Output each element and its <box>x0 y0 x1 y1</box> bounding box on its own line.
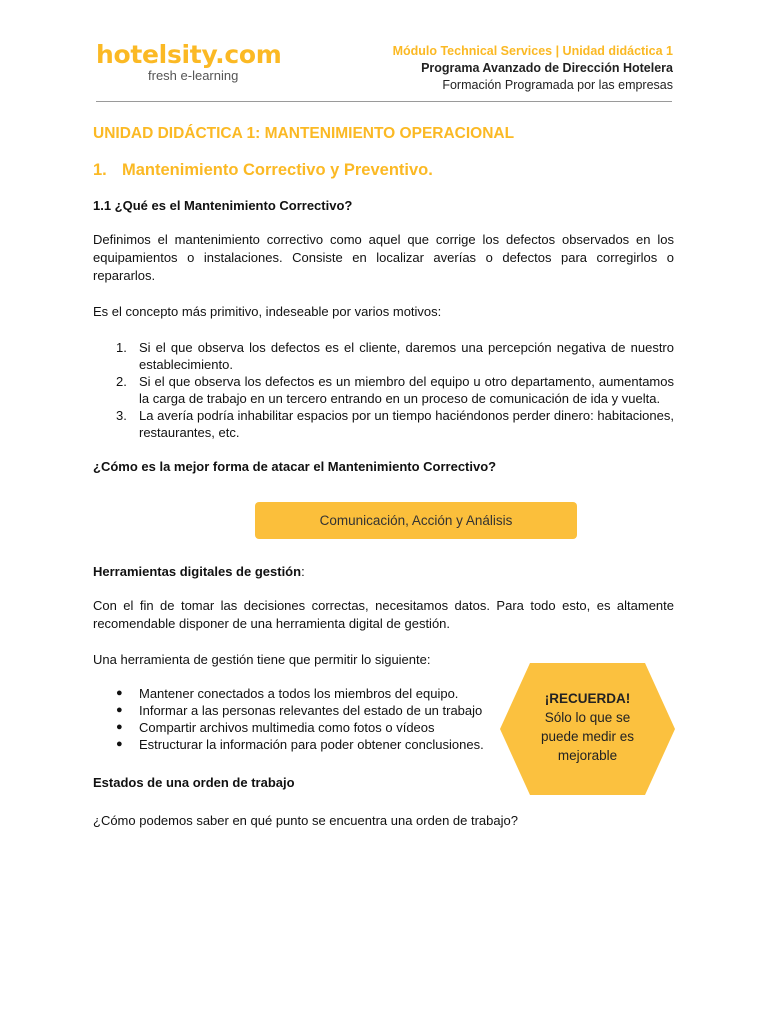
tools-heading <box>93 564 674 579</box>
tools-intro: Con el fin de tomar las decisiones correctas, necesitamos datos. Para todo esto, es altamente recomendable disponer de una herramienta digital de gestión. <box>93 598 674 631</box>
logo-tagline: fresh e-learning <box>148 68 239 83</box>
module-label: Módulo Technical Services | Unidad didáctica 1 <box>392 44 673 58</box>
program-label: Programa Avanzado de Dirección Hotelera <box>421 61 673 75</box>
list-item-text: Compartir archivos multimedia como fotos o vídeos <box>139 720 435 735</box>
list-item-text: Informar a las personas relevantes del estado de un trabajo <box>139 703 483 718</box>
list-item <box>116 736 488 753</box>
tools-requirements <box>93 651 488 753</box>
subsection-title: 1.1 ¿Qué es el Mantenimiento Correctivo? <box>93 198 353 213</box>
list-item-text: Estructurar la información para poder obtener conclusiones. <box>139 737 484 752</box>
states-heading: Estados de una orden de trabajo <box>93 775 295 790</box>
reminder-title: ¡RECUERDA! <box>544 691 631 706</box>
list-number: 2. <box>116 374 127 389</box>
list-item-text: Mantener conectados a todos los miembros del equipo. <box>139 686 459 701</box>
reminder-line: Sólo lo que se <box>544 710 631 725</box>
bullet-icon: ● <box>116 721 123 733</box>
reasons-list <box>93 339 674 441</box>
logo <box>96 40 282 88</box>
reminder-line: puede medir es <box>540 729 635 744</box>
list-item-text: Si el que observa los defectos es el cliente, daremos una percepción negativa de nuestro establecimiento. <box>139 340 674 372</box>
list-item <box>116 407 674 441</box>
bullet-icon: ● <box>116 704 123 716</box>
list-number: 3. <box>116 408 127 423</box>
list-item <box>116 373 674 407</box>
section-title <box>93 161 674 180</box>
tools-heading-text: Herramientas digitales de gestión <box>93 564 302 579</box>
tools-heading-suffix: : <box>301 564 305 579</box>
action-banner: Comunicación, Acción y Análisis <box>255 502 577 539</box>
list-item-text: La avería podría inhabilitar espacios por un tiempo haciéndonos perder dinero: habitaciones, restaurantes, etc. <box>139 408 674 440</box>
list-item-text: Si el que observa los defectos es un miembro del equipo u otro departamento, aumentamos la carga de trabajo en un tercero entrando en un proceso de comunicación de ida y vuelta. <box>139 374 674 406</box>
reminder-callout <box>500 663 675 795</box>
list-item <box>116 339 674 373</box>
document-header <box>393 43 673 94</box>
bullet-icon: ● <box>116 687 123 699</box>
list-number: 1. <box>116 340 127 355</box>
concept-paragraph: Es el concepto más primitivo, indeseable por varios motivos: <box>93 304 442 319</box>
list-item <box>116 685 488 702</box>
reminder-line: mejorable <box>557 748 618 763</box>
attack-question: ¿Cómo es la mejor forma de atacar el Mantenimiento Correctivo? <box>93 459 497 474</box>
bullet-icon: ● <box>116 738 123 750</box>
unit-title: UNIDAD DIDÁCTICA 1: MANTENIMIENTO OPERACIONAL <box>93 125 515 142</box>
section-number: 1. <box>93 161 107 179</box>
reminder-text <box>500 689 675 765</box>
states-question: ¿Cómo podemos saber en qué punto se encuentra una orden de trabajo? <box>93 813 518 828</box>
requirement-paragraph: Una herramienta de gestión tiene que permitir lo siguiente: <box>93 652 431 667</box>
action-banner-wrap <box>93 502 674 540</box>
logo-wordmark: hotelsity.com <box>96 40 282 69</box>
definition-paragraph: Definimos el mantenimiento correctivo como aquel que corrige los defectos observados en los equipamientos o instalaciones. Consiste en localizar averías o defectos para corregirlos o repararlos. <box>93 232 674 283</box>
training-label: Formación Programada por las empresas <box>442 78 673 92</box>
section-title-text: Mantenimiento Correctivo y Preventivo. <box>122 161 433 179</box>
list-item <box>116 702 488 719</box>
list-item <box>116 719 488 736</box>
header-divider <box>96 101 672 102</box>
requirements-list <box>93 685 488 753</box>
